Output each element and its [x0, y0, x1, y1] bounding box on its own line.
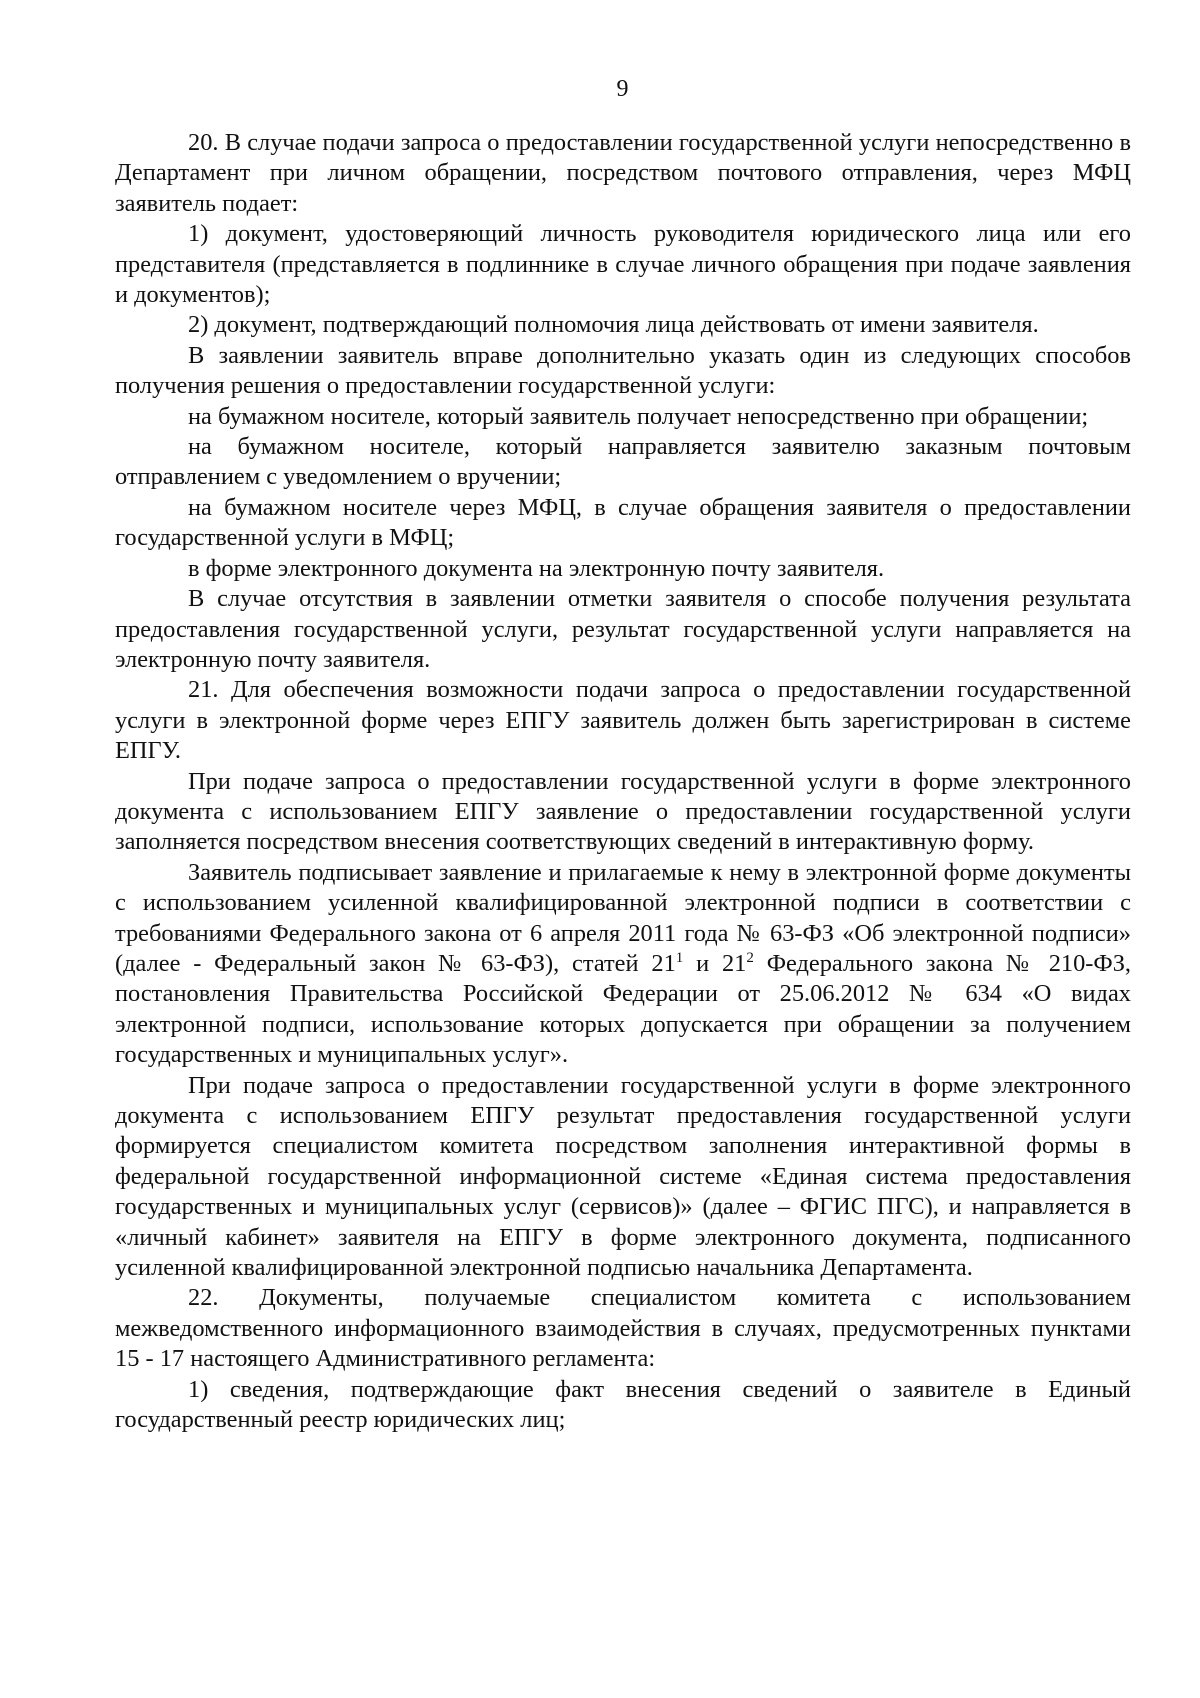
paragraph-20-item-1: 1) документ, удостоверяющий личность руководителя юридического лица или его представителя (представляется в подлиннике в случае личного обращения при подаче заявления и документов);: [115, 220, 1131, 309]
paragraph-method-electronic: в форме электронного документа на электронную почту заявителя.: [188, 554, 885, 582]
paragraph-method-paper-mail: на бумажном носителе, который направляется заявителю заказным почтовым отправлением с уведомлением о вручении;: [115, 433, 1131, 491]
paragraph-electronic-signature: [115, 858, 1131, 1071]
paragraph-22-item-1: 1) сведения, подтверждающие факт внесения сведений о заявителе в Единый государственный реестр юридических лиц;: [115, 1375, 1131, 1434]
page-number: 9: [616, 76, 629, 102]
paragraph-default-method: В случае отсутствия в заявлении отметки заявителя о способе получения результата предоставления государственной услуги, результат государственной услуги направляется на электронную почту заявителя.: [115, 585, 1131, 673]
paragraph-method-paper-direct: на бумажном носителе, который заявитель получает непосредственно при обращении;: [188, 402, 1089, 430]
paragraph-20-item-2: 2) документ, подтверждающий полномочия лица действовать от имени заявителя.: [188, 311, 1039, 339]
paragraph-method-paper-mfc: на бумажном носителе через МФЦ, в случае обращения заявителя о предоставлении государственной услуги в МФЦ;: [115, 493, 1131, 552]
paragraph-21: 21. Для обеспечения возможности подачи запроса о предоставлении государственной услуги в электронной форме через ЕПГУ заявитель должен быть зарегистрирован в системе ЕПГУ.: [115, 676, 1131, 765]
superscript-1: 1: [675, 949, 684, 966]
signature-text-part-3: Федерального закона № 210-ФЗ, постановления Правительства Российской Федерации от 25.06.2012 № 634 «О видах электронной подписи, использование которых допускается при обращении за получением государственных и муниципальных услуг».: [115, 949, 1132, 1069]
paragraph-22-intro: 22. Документы, получаемые специалистом комитета с использованием межведомственного информационного взаимодействия в случаях, предусмотренных пунктами 15 - 17 настоящего Административного регламента:: [115, 1284, 1131, 1373]
paragraph-result-methods: В заявлении заявитель вправе дополнительно указать один из следующих способов получения решения о предоставлении государственной услуги:: [115, 341, 1131, 400]
paragraph-epgu-form: При подаче запроса о предоставлении государственной услуги в форме электронного документа с использованием ЕПГУ заявление о предоставлении государственной услуги заполняется посредством внесения соответствующих сведений в интерактивную форму.: [115, 767, 1131, 856]
superscript-2: 2: [746, 949, 754, 966]
paragraph-result-formation: При подаче запроса о предоставлении государственной услуги в форме электронного документа с использованием ЕПГУ результат предоставления государственной услуги формируется специалистом комитета посредством заполнения интерактивной формы в федеральной государственной информационной системе «Единая система предоставления государственных и муниципальных услуг (сервисов)» (далее – ФГИС ПГС), и направляется в «личный кабинет» заявителя на ЕПГУ в форме электронного документа, подписанного усиленной квалифицированной электронной подписью начальника Департамента.: [115, 1071, 1131, 1282]
document-body: [115, 128, 1131, 1435]
paragraph-20-intro: 20. В случае подачи запроса о предоставлении государственной услуги непосредственно в Департамент при личном обращении, посредством почтового отправления, через МФЦ заявитель подает:: [115, 129, 1131, 217]
signature-text-part-2: и 21: [683, 949, 747, 977]
signature-text-part-1: Заявитель подписывает заявление и прилагаемые к нему в электронной форме документы с использованием усиленной квалифицированной электронной подписи в соответствии с требованиями Федерального закона от 6 апреля 2011 года № 63-ФЗ «Об электронной подписи» (далее - Федеральный закон № 63-ФЗ), статей 21: [115, 858, 1131, 977]
